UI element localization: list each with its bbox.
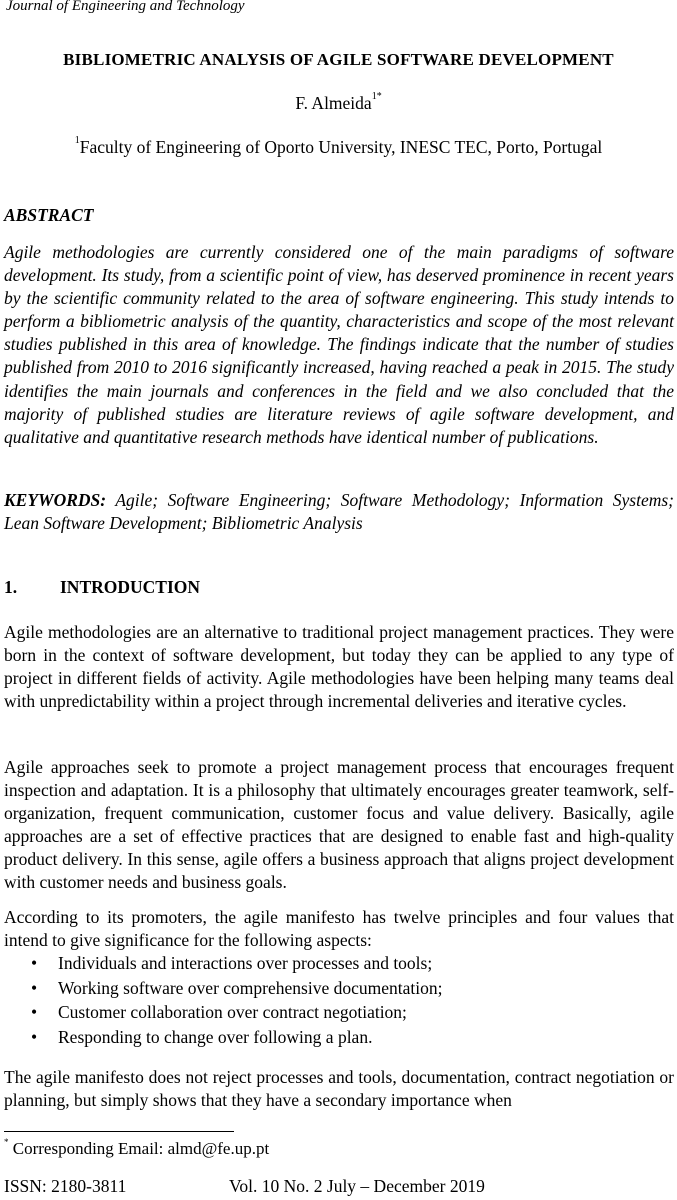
footer-issn: ISSN: 2180-3811	[4, 1176, 127, 1196]
affiliation-mark: 1	[74, 135, 80, 146]
affiliation-text: Faculty of Engineering of Oporto University, INESC TEC, Porto, Portugal	[79, 137, 603, 157]
footnote-text: Corresponding Email: almd@fe.up.pt	[8, 1139, 270, 1158]
footnote-divider	[4, 1131, 234, 1132]
author-name: F. Almeida	[295, 93, 372, 113]
list-item: • Working software over comprehensive documentation;	[4, 976, 674, 1001]
journal-name: Journal of Engineering and Technology	[6, 0, 245, 14]
keywords-text: Agile; Software Engineering; Software Methodology; Information Systems; Lean Software Development; Bibliometric Analysis	[4, 490, 674, 534]
author-marks: 1*	[371, 91, 382, 102]
list-item: • Individuals and interactions over processes and tools;	[4, 951, 674, 976]
intro-paragraph-1: Agile methodologies are an alternative to traditional project management practices. They were born in the context of software development, but today they can be applied to any type of project in different fields of activity. Agile methodologies have been helping many teams deal with unpredictability within a project through incremental deliveries and iterative cycles.	[4, 622, 674, 712]
section-number: 1.	[4, 577, 18, 597]
intro-paragraph-2: Agile approaches seek to promote a project management process that encourages frequent inspection and adaptation. It is a philosophy that ultimately encourages greater teamwork, self-organization, frequent communication, customer focus and value delivery. Basically, agile approaches are a set of effective practices that are designed to enable fast and high-quality product delivery. In this sense, agile offers a business approach that aligns project development with customer needs and business goals.	[4, 757, 674, 893]
intro-paragraph-3: According to its promoters, the agile manifesto has twelve principles and four values that intend to give significance for the following aspects:	[4, 907, 674, 951]
abstract-heading: ABSTRACT	[4, 205, 94, 225]
list-item: • Customer collaboration over contract negotiation;	[4, 1000, 674, 1025]
list-item: • Responding to change over following a plan.	[4, 1025, 674, 1050]
page-footer	[4, 1176, 674, 1197]
section-title: INTRODUCTION	[60, 577, 201, 597]
footer-volume: Vol. 10 No. 2 July – December 2019	[229, 1176, 485, 1196]
keywords	[4, 489, 674, 535]
values-list	[4, 951, 674, 1049]
article-title: BIBLIOMETRIC ANALYSIS OF AGILE SOFTWARE DEVELOPMENT	[63, 50, 614, 69]
footnote-mark: *	[4, 1137, 9, 1147]
footnote	[4, 1139, 269, 1159]
author-line	[0, 93, 677, 114]
abstract-text: Agile methodologies are currently considered one of the main paradigms of software development. Its study, from a scientific point of view, has deserved prominence in recent years by the scientific community related to the area of software engineering. This study intends to perform a bibliometric analysis of the quantity, characteristics and scope of the most relevant studies published in this area of knowledge. The findings indicate that the number of studies published from 2010 to 2016 significantly increased, having reached a peak in 2015. The study identifies the main journals and conferences in the field and we also concluded that the majority of published studies are literature reviews of agile software development, and qualitative and quantitative research methods have identical number of publications.	[4, 242, 674, 447]
keywords-label: KEYWORDS:	[4, 490, 107, 510]
affiliation-line	[0, 137, 677, 158]
intro-paragraph-4: The agile manifesto does not reject processes and tools, documentation, contract negotiation or planning, but simply shows that they have a secondary importance when	[4, 1067, 674, 1111]
section-heading-introduction	[4, 577, 200, 598]
